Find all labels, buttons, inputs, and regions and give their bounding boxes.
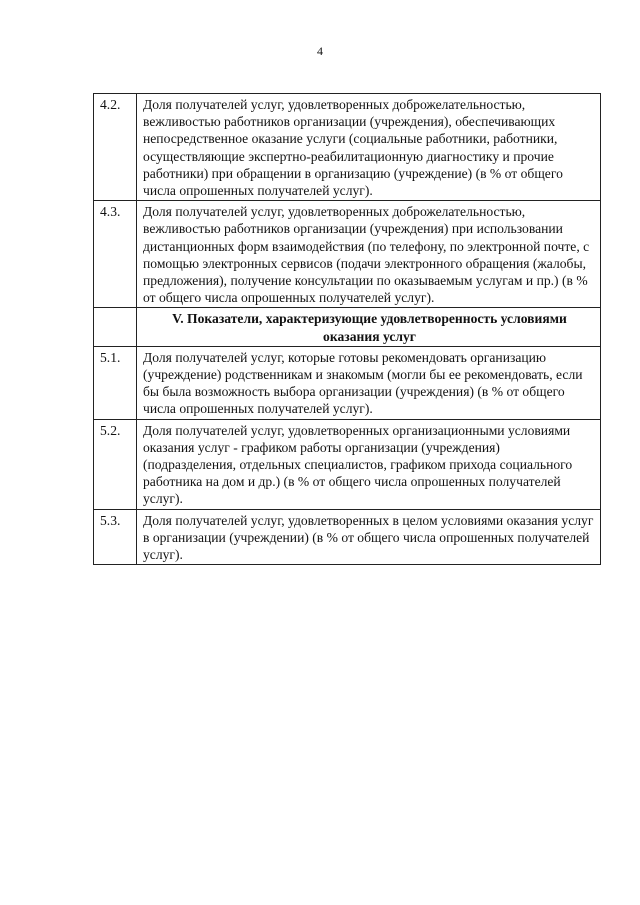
table-row bbox=[94, 419, 601, 509]
row-number: 5.3. bbox=[94, 509, 137, 565]
row-number bbox=[94, 308, 137, 346]
row-number: 4.3. bbox=[94, 201, 137, 308]
row-text: Доля получателей услуг, удовлетворенных доброжелательностью, вежливостью работников организации (учреждения) при использовании дистанционных форм взаимодействия (по телефону, по электронной почте, с помощью электронных сервисов (подачи электронного обращения (жалобы, предложения), получение консультации по оказываемым услугам и пр.) (в % от общего числа опрошенных получателей услуг). bbox=[137, 201, 601, 308]
section-heading-row bbox=[94, 308, 601, 346]
table-row bbox=[94, 346, 601, 419]
row-text: Доля получателей услуг, удовлетворенных организационными условиями оказания услуг - графиком работы организации (учреждения) (подразделения, отдельных специалистов, графиком прихода социального работника на дом и др.) (в % от общего числа опрошенных получателей услуг). bbox=[137, 419, 601, 509]
row-number: 4.2. bbox=[94, 94, 137, 201]
table-row bbox=[94, 509, 601, 565]
row-number: 5.2. bbox=[94, 419, 137, 509]
criteria-table bbox=[93, 93, 601, 565]
table-row bbox=[94, 201, 601, 308]
page-number: 4 bbox=[317, 44, 323, 58]
row-text: Доля получателей услуг, удовлетворенных в целом условиями оказания услуг в организации (учреждении) (в % от общего числа опрошенных получателей услуг). bbox=[137, 509, 601, 565]
section-heading: V. Показатели, характеризующие удовлетворенность условиями оказания услуг bbox=[137, 308, 601, 346]
row-text: Доля получателей услуг, которые готовы рекомендовать организацию (учреждение) родственникам и знакомым (могли бы ее рекомендовать, если бы была возможность выбора организации (учреждения) (в % от общего числа опрошенных получателей услуг). bbox=[137, 346, 601, 419]
row-text: Доля получателей услуг, удовлетворенных доброжелательностью, вежливостью работников организации (учреждения), обеспечивающих непосредственное оказание услуги (социальные работники, работники, осуществляющие экспертно-реабилитационную диагностику и прочие работники) при обращении в организацию (учреждение) (в % от общего числа опрошенных получателей услуг). bbox=[137, 94, 601, 201]
row-number: 5.1. bbox=[94, 346, 137, 419]
table-row bbox=[94, 94, 601, 201]
